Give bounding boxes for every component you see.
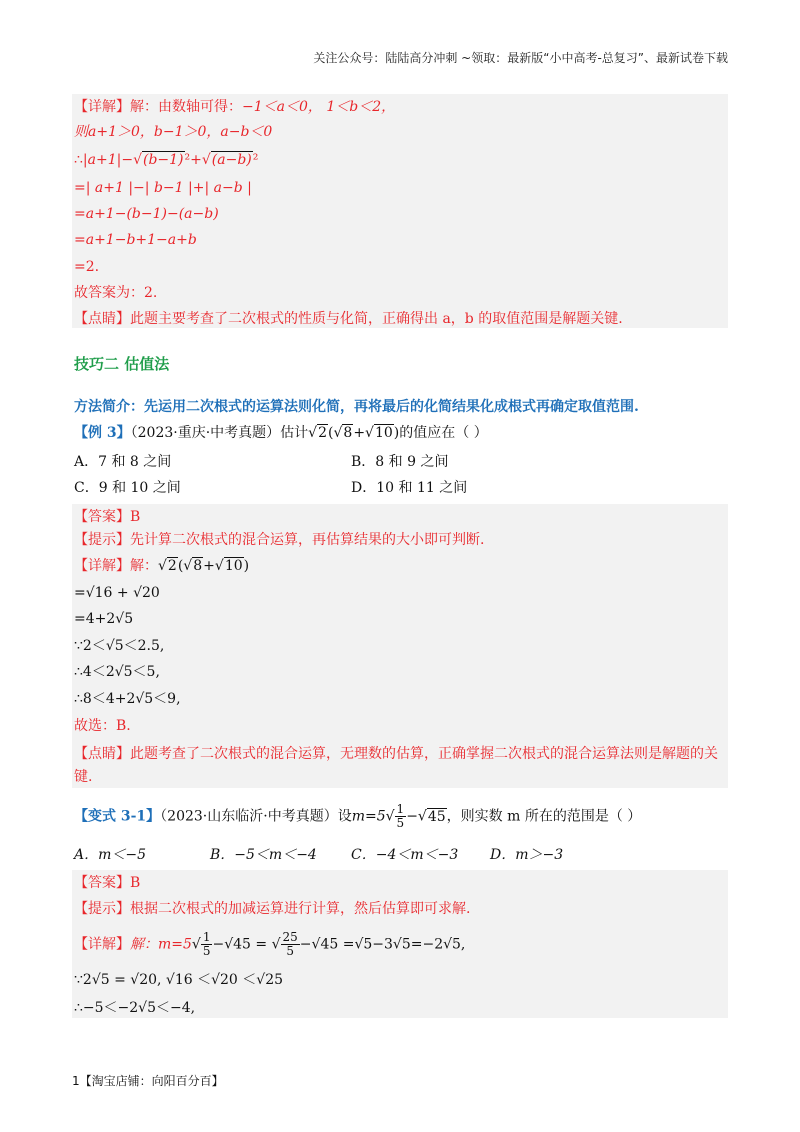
method-intro: 方法简介：先运用二次根式的运算法则化简，再将最后的化简结果化成根式再确定取值范围.	[74, 399, 639, 415]
option-c: C．9 和 10 之间	[74, 480, 181, 496]
section-title: 技巧二 估值法	[74, 355, 170, 373]
detail-line-2: 则a+1＞0，b−1＞0，a−b＜0	[74, 124, 273, 140]
variant-option-d: D．m＞−3	[490, 847, 564, 863]
choose-3: 故选：B.	[74, 718, 131, 734]
detail-line-1: 【详解】解：由数轴可得：−1＜a＜0， 1＜b＜2，	[74, 99, 396, 115]
page-footer: 1【淘宝店铺：向阳百分百】	[72, 1074, 224, 1088]
option-d: D．10 和 11 之间	[351, 480, 468, 496]
detail-3-line-6: ∴8＜4+2√5＜9,	[74, 691, 181, 707]
detail-line-3: ∴|a+1|−√(b−1)²+√(a−b)²	[74, 152, 259, 168]
answer-3: 【答案】B	[74, 509, 141, 525]
detail-3-1-line-2: ∵2√5 = √20, √16 ＜√20 ＜√25	[74, 972, 284, 988]
detail-line-5: =a+1−(b−1)−(a−b)	[74, 206, 219, 222]
hint-3-1: 【提示】根据二次根式的加减运算进行计算，然后估算即可求解.	[74, 901, 471, 917]
detail-3-line-3: =4+2√5	[74, 611, 134, 627]
detail-3-line-2: =√16 + √20	[74, 585, 160, 601]
variant-option-a: A．m＜−5	[74, 847, 147, 863]
detail-3-1-line-3: ∴−5＜−2√5＜−4,	[74, 1000, 196, 1016]
comment-3-line-1: 【点睛】此题考查了二次根式的混合运算，无理数的估算，正确掌握二次根式的混合运算法则是解题的关	[74, 746, 718, 762]
answer-line: 故答案为：2.	[74, 285, 158, 301]
detail-3-line-5: ∴4＜2√5＜5,	[74, 664, 160, 680]
page-header: 关注公众号：陆陆高分冲刺 ~领取：最新版“小中高考-总复习”、最新试卷下载	[313, 51, 728, 65]
option-a: A．7 和 8 之间	[74, 454, 172, 470]
hint-3: 【提示】先计算二次根式的混合运算，再估算结果的大小即可判断.	[74, 532, 485, 548]
answer-3-1: 【答案】B	[74, 875, 141, 891]
detail-3-1-line-1: 【详解】解：m=5√ $\frac{1}{5}$ −√45 = √ $\frac{25}{5}$ −√45 =√5−3√5=−2√5,	[74, 930, 466, 958]
variant-option-c: C．−4＜m＜−3	[351, 847, 459, 863]
detail-line-4: =| a+1 |−| b−1 |+| a−b |	[74, 180, 252, 196]
comment-line: 【点睛】此题主要考查了二次根式的性质与化简，正确得出 a，b 的取值范围是解题关键.	[74, 311, 623, 327]
detail-line-6: =a+1−b+1−a+b	[74, 232, 197, 248]
comment-3-line-2: 键.	[74, 769, 93, 785]
example-3-question: 【例 3】（2023·重庆·中考真题）估计√2(√8+√10)的值应在（ ）	[74, 425, 488, 441]
variant-3-1-question: 【变式 3-1】（2023·山东临沂·中考真题）设m=5√ $\frac{1}{5}$ −√45，则实数 m 所在的范围是（ ）	[74, 802, 642, 830]
detail-3-line-4: ∵2＜√5＜2.5,	[74, 638, 165, 654]
detail-3-line-1: 【详解】解：√2(√8+√10)	[74, 558, 250, 574]
detail-line-7: =2.	[74, 259, 100, 275]
variant-option-b: B．−5＜m＜−4	[210, 847, 317, 863]
option-b: B．8 和 9 之间	[351, 454, 449, 470]
